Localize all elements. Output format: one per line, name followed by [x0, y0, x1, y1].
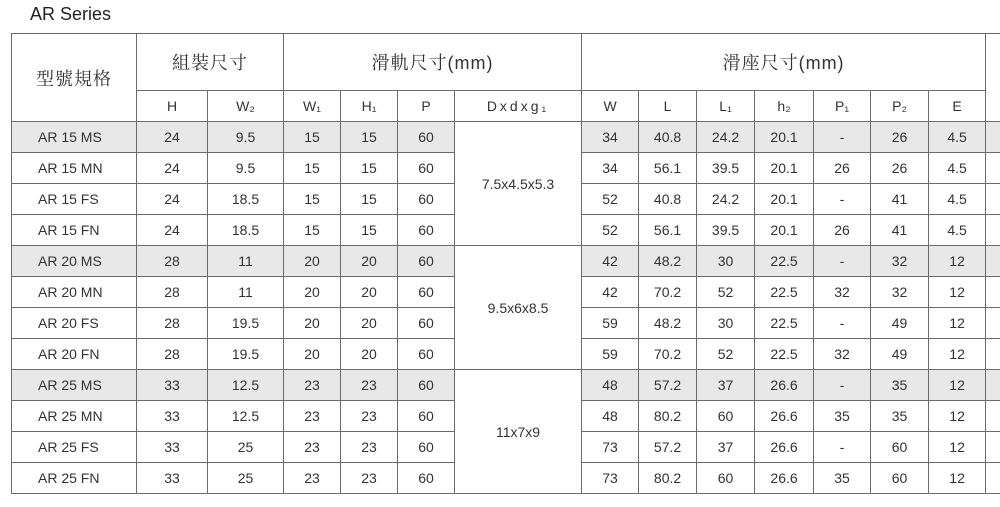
col-w1-header: W₁: [284, 91, 341, 122]
cell-l1: 24.2: [697, 184, 755, 215]
model-cell: AR 25 MS: [12, 370, 137, 401]
cell-l: 48.2: [639, 246, 697, 277]
cell-p1: -: [814, 308, 871, 339]
cell-w2: 18.5: [208, 215, 284, 246]
cell-p2: 35: [871, 401, 929, 432]
cell-e: 12: [929, 463, 986, 494]
cell-w2: 12.5: [208, 370, 284, 401]
model-cell: AR 15 FS: [12, 184, 137, 215]
cell-p1: 26: [814, 153, 871, 184]
cell-l: 56.1: [639, 153, 697, 184]
cell-w: 34: [582, 122, 639, 153]
cell-h: 33: [137, 432, 208, 463]
cell-l1: 37: [697, 370, 755, 401]
rail-dim-header: 滑軌尺寸(mm): [284, 34, 582, 91]
cell-e: 4.5: [929, 215, 986, 246]
cell-w1: 20: [284, 246, 341, 277]
cell-p: 60: [398, 215, 455, 246]
cell-h1: 20: [341, 277, 398, 308]
cell-w2: 11: [208, 277, 284, 308]
cell-h1: 23: [341, 401, 398, 432]
cell-l1: 30: [697, 246, 755, 277]
rail-bolt-cell: 9.5x6x8.5: [455, 246, 582, 370]
model-cell: AR 15 MS: [12, 122, 137, 153]
edge-cell: [986, 34, 1000, 122]
cell-l: 48.2: [639, 308, 697, 339]
cell-w2: 18.5: [208, 184, 284, 215]
cell-h1: 15: [341, 153, 398, 184]
rail-bolt-cell: 11x7x9: [455, 370, 582, 494]
edge-cell: [986, 184, 1000, 215]
col-e-header: E: [929, 91, 986, 122]
cell-e: 4.5: [929, 153, 986, 184]
edge-cell: [986, 277, 1000, 308]
series-title: AR Series: [30, 4, 112, 24]
cell-l1: 60: [697, 463, 755, 494]
cell-p1: -: [814, 246, 871, 277]
cell-w: 73: [582, 463, 639, 494]
cell-e: 12: [929, 277, 986, 308]
model-cell: AR 15 FN: [12, 215, 137, 246]
cell-w1: 23: [284, 463, 341, 494]
cell-h: 33: [137, 370, 208, 401]
cell-w1: 20: [284, 308, 341, 339]
cell-l: 70.2: [639, 339, 697, 370]
cell-h: 33: [137, 463, 208, 494]
cell-w: 73: [582, 432, 639, 463]
cell-l: 57.2: [639, 370, 697, 401]
cell-w: 48: [582, 370, 639, 401]
cell-l: 40.8: [639, 122, 697, 153]
cell-w: 48: [582, 401, 639, 432]
model-cell: AR 20 MS: [12, 246, 137, 277]
col-p-header: P: [398, 91, 455, 122]
cell-p2: 26: [871, 122, 929, 153]
cell-p2: 60: [871, 463, 929, 494]
edge-cell: [986, 401, 1000, 432]
model-cell: AR 20 FS: [12, 308, 137, 339]
col-h2-header: h₂: [755, 91, 814, 122]
cell-w: 52: [582, 184, 639, 215]
cell-w: 42: [582, 277, 639, 308]
cell-p1: 26: [814, 215, 871, 246]
cell-l1: 39.5: [697, 215, 755, 246]
table-row: [12, 122, 1000, 153]
cell-l: 80.2: [639, 463, 697, 494]
cell-p2: 32: [871, 277, 929, 308]
col-l1-header: L₁: [697, 91, 755, 122]
cell-h: 24: [137, 122, 208, 153]
edge-cell: [986, 308, 1000, 339]
col-p1-header: P₁: [814, 91, 871, 122]
assembly-dim-header: 組裝尺寸: [137, 34, 284, 91]
col-dxdxg1-header: Dxdxg₁: [455, 91, 582, 122]
cell-w1: 15: [284, 122, 341, 153]
cell-w1: 20: [284, 277, 341, 308]
cell-h2: 26.6: [755, 432, 814, 463]
cell-l: 56.1: [639, 215, 697, 246]
edge-cell: [986, 122, 1000, 153]
model-cell: AR 25 FN: [12, 463, 137, 494]
cell-h2: 26.6: [755, 463, 814, 494]
cell-p: 60: [398, 277, 455, 308]
cell-w: 52: [582, 215, 639, 246]
col-h1-header: H₁: [341, 91, 398, 122]
cell-p: 60: [398, 308, 455, 339]
edge-cell: [986, 215, 1000, 246]
cell-e: 4.5: [929, 122, 986, 153]
cell-w: 42: [582, 246, 639, 277]
edge-cell: [986, 432, 1000, 463]
cell-w2: 11: [208, 246, 284, 277]
cell-h: 28: [137, 308, 208, 339]
cell-l1: 37: [697, 432, 755, 463]
cell-e: 12: [929, 246, 986, 277]
spec-table: [11, 33, 1000, 494]
cell-p: 60: [398, 463, 455, 494]
cell-l: 57.2: [639, 432, 697, 463]
cell-p: 60: [398, 370, 455, 401]
cell-p2: 49: [871, 308, 929, 339]
cell-p1: 32: [814, 339, 871, 370]
cell-p2: 41: [871, 184, 929, 215]
cell-h: 24: [137, 184, 208, 215]
cell-h2: 20.1: [755, 215, 814, 246]
model-cell: AR 20 FN: [12, 339, 137, 370]
cell-p1: 35: [814, 401, 871, 432]
cell-p2: 26: [871, 153, 929, 184]
cell-w2: 19.5: [208, 339, 284, 370]
cell-w1: 15: [284, 153, 341, 184]
col-w-header: W: [582, 91, 639, 122]
edge-cell: [986, 246, 1000, 277]
col-w2-header: W₂: [208, 91, 284, 122]
model-header: 型號規格: [12, 34, 137, 122]
model-cell: AR 25 FS: [12, 432, 137, 463]
edge-cell: [986, 370, 1000, 401]
cell-h1: 15: [341, 184, 398, 215]
cell-p: 60: [398, 339, 455, 370]
cell-p: 60: [398, 122, 455, 153]
cell-w1: 23: [284, 401, 341, 432]
cell-e: 12: [929, 370, 986, 401]
cell-l1: 24.2: [697, 122, 755, 153]
col-p2-header: P₂: [871, 91, 929, 122]
cell-e: 4.5: [929, 184, 986, 215]
cell-h1: 23: [341, 432, 398, 463]
cell-h: 33: [137, 401, 208, 432]
cell-h2: 22.5: [755, 277, 814, 308]
model-cell: AR 25 MN: [12, 401, 137, 432]
cell-l1: 52: [697, 277, 755, 308]
cell-e: 12: [929, 401, 986, 432]
cell-p2: 60: [871, 432, 929, 463]
col-l-header: L: [639, 91, 697, 122]
cell-p: 60: [398, 401, 455, 432]
cell-h: 28: [137, 246, 208, 277]
cell-p1: -: [814, 370, 871, 401]
cell-p: 60: [398, 184, 455, 215]
cell-p1: 32: [814, 277, 871, 308]
cell-h: 28: [137, 339, 208, 370]
cell-p: 60: [398, 246, 455, 277]
spec-table-body: [12, 122, 1000, 494]
cell-p1: -: [814, 184, 871, 215]
edge-cell: [986, 339, 1000, 370]
cell-p2: 41: [871, 215, 929, 246]
block-dim-header: 滑座尺寸(mm): [582, 34, 986, 91]
cell-h1: 23: [341, 463, 398, 494]
cell-w2: 9.5: [208, 153, 284, 184]
cell-h: 24: [137, 215, 208, 246]
cell-w: 59: [582, 308, 639, 339]
table-row: [12, 370, 1000, 401]
cell-w1: 15: [284, 184, 341, 215]
cell-w1: 20: [284, 339, 341, 370]
cell-p2: 32: [871, 246, 929, 277]
edge-cell: [986, 153, 1000, 184]
cell-w2: 25: [208, 432, 284, 463]
cell-w2: 12.5: [208, 401, 284, 432]
cell-h2: 22.5: [755, 246, 814, 277]
cell-w: 34: [582, 153, 639, 184]
cell-h: 28: [137, 277, 208, 308]
cell-h1: 20: [341, 308, 398, 339]
cell-l1: 60: [697, 401, 755, 432]
cell-l: 70.2: [639, 277, 697, 308]
cell-w1: 23: [284, 370, 341, 401]
cell-h1: 15: [341, 122, 398, 153]
cell-w2: 9.5: [208, 122, 284, 153]
cell-p1: 35: [814, 463, 871, 494]
cell-h: 24: [137, 153, 208, 184]
cell-h1: 23: [341, 370, 398, 401]
cell-l1: 52: [697, 339, 755, 370]
cell-h1: 20: [341, 246, 398, 277]
model-cell: AR 15 MN: [12, 153, 137, 184]
cell-h2: 20.1: [755, 184, 814, 215]
cell-h2: 26.6: [755, 370, 814, 401]
cell-w2: 19.5: [208, 308, 284, 339]
cell-h2: 22.5: [755, 308, 814, 339]
cell-e: 12: [929, 432, 986, 463]
cell-p1: -: [814, 122, 871, 153]
cell-w2: 25: [208, 463, 284, 494]
cell-w1: 15: [284, 215, 341, 246]
cell-h2: 26.6: [755, 401, 814, 432]
cell-h1: 20: [341, 339, 398, 370]
cell-h2: 20.1: [755, 122, 814, 153]
table-row: [12, 246, 1000, 277]
cell-e: 12: [929, 308, 986, 339]
column-header-row: [12, 91, 1000, 122]
edge-cell: [986, 463, 1000, 494]
cell-l1: 30: [697, 308, 755, 339]
cell-p2: 49: [871, 339, 929, 370]
cell-e: 12: [929, 339, 986, 370]
cell-p1: -: [814, 432, 871, 463]
cell-p: 60: [398, 153, 455, 184]
cell-l1: 39.5: [697, 153, 755, 184]
cell-h2: 22.5: [755, 339, 814, 370]
model-cell: AR 20 MN: [12, 277, 137, 308]
cell-w1: 23: [284, 432, 341, 463]
cell-w: 59: [582, 339, 639, 370]
cell-h2: 20.1: [755, 153, 814, 184]
cell-l: 40.8: [639, 184, 697, 215]
rail-bolt-cell: 7.5x4.5x5.3: [455, 122, 582, 246]
col-h-header: H: [137, 91, 208, 122]
cell-p: 60: [398, 432, 455, 463]
cell-h1: 15: [341, 215, 398, 246]
cell-p2: 35: [871, 370, 929, 401]
cell-l: 80.2: [639, 401, 697, 432]
